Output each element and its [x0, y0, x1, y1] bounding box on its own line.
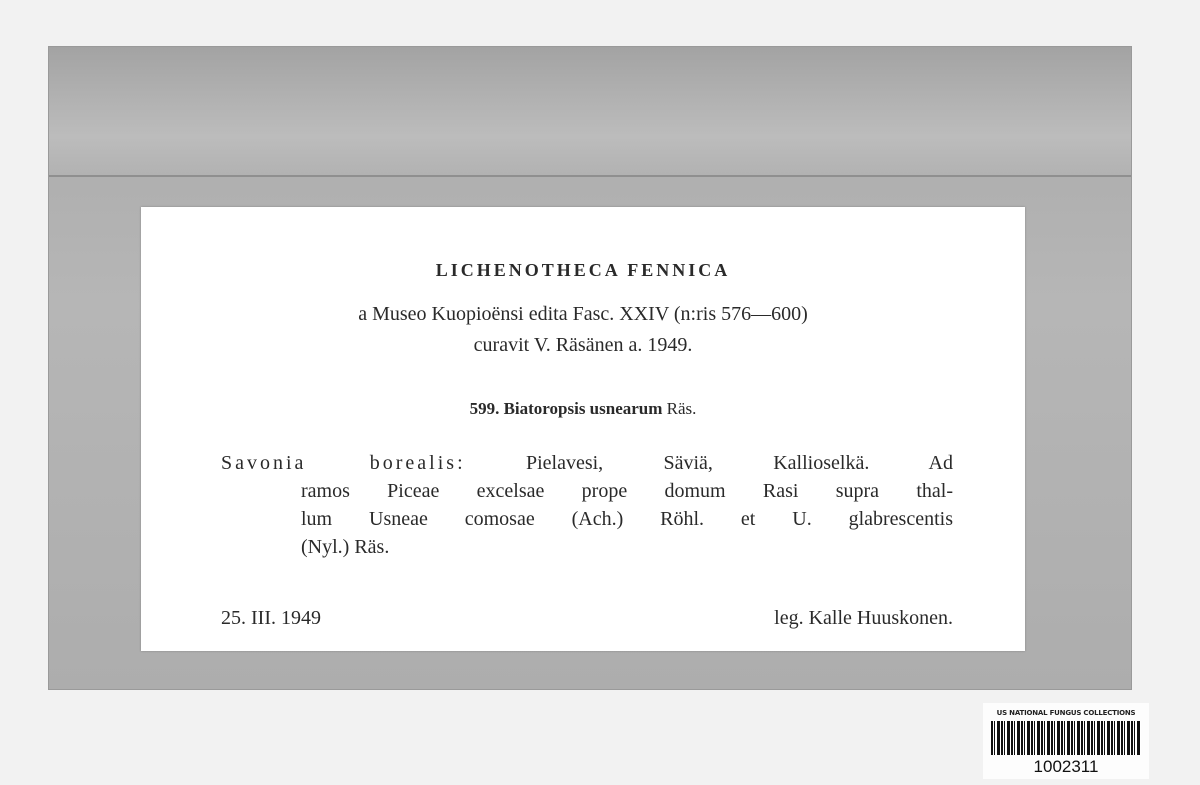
locality-line-4: (Nyl.) Räs.	[301, 536, 390, 558]
packet-flap	[49, 47, 1131, 177]
collection-date: 25. III. 1949	[221, 607, 321, 629]
label-subtitle	[141, 299, 1025, 361]
locality-line-3: lum Usneae comosae (Ach.) Röhl. et U. glabrescentis	[301, 508, 953, 530]
barcode-number: 1002311	[1033, 757, 1099, 776]
species-line	[141, 399, 1025, 419]
species-name: Biatoropsis usnearum	[503, 399, 663, 418]
locality-line-1-text: Pielavesi, Säviä, Kallioselkä. Ad	[525, 452, 953, 474]
barcode-bars	[991, 721, 1141, 755]
specimen-label	[141, 207, 1025, 651]
locality-line-1	[221, 449, 953, 477]
species-number: 599.	[469, 399, 500, 418]
label-title: LICHENOTHECA FENNICA	[435, 260, 731, 280]
locality-text	[221, 449, 953, 561]
region-name: Savonia borealis:	[221, 452, 466, 474]
locality-line-2: ramos Piceae excelsae prope domum Rasi supra thal-	[301, 480, 953, 502]
species-author: Räs.	[666, 399, 697, 418]
barcode-label	[983, 703, 1149, 779]
collector-name: leg. Kalle Huuskonen.	[774, 607, 953, 629]
subtitle-line-1: a Museo Kuopioënsi edita Fasc. XXIV (n:ris 576—600)	[358, 303, 808, 325]
barcode-title: US NATIONAL FUNGUS COLLECTIONS	[996, 709, 1136, 717]
subtitle-line-2: curavit V. Räsänen a. 1949.	[473, 334, 693, 356]
